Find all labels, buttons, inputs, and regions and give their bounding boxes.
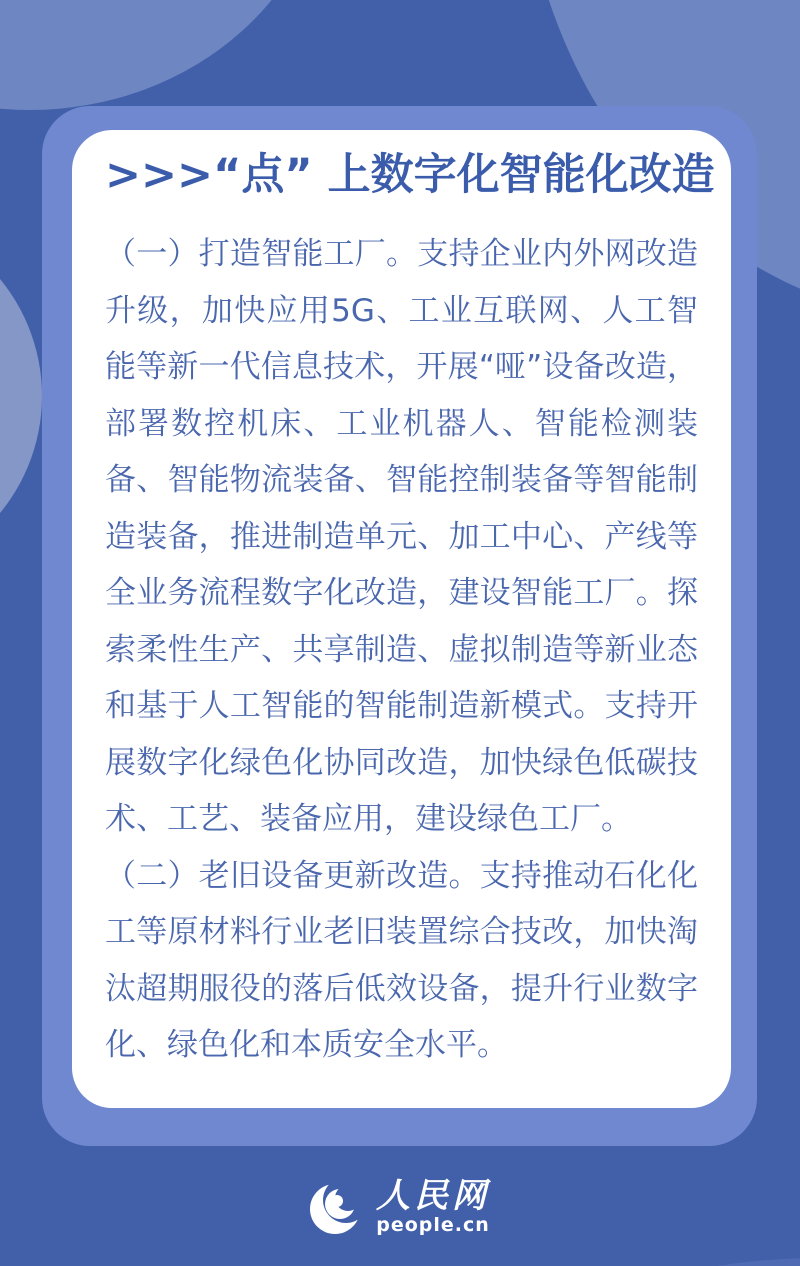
content-card — [72, 130, 731, 1108]
paragraph-old-equipment: （二）老旧设备更新改造。支持推动石化化工等原材料行业老旧装置综合技改，加快淘汰超期服役的落后低效设备，提升行业数字化、绿色化和本质安全水平。 — [105, 857, 698, 1063]
paragraph-smart-factory: （一）打造智能工厂。支持企业内外网改造升级，加快应用5G、工业互联网、人工智能等新一代信息技术，开展“哑”设备改造，部署数控机床、工业机器人、智能检测装备、智能物流装备、智能控制装备等智能制造装备，推进制造单元、加工中心、产线等全业务流程数字化改造，建设智能工厂。探索柔性生产、共享制造、虚拟制造等新业态和基于人工智能的智能制造新模式。支持开展数字化绿色化协同改造，加快绿色低碳技术、工艺、装备应用，建设绿色工厂。 — [105, 236, 698, 837]
logo-text-column — [376, 1176, 490, 1236]
background-blob-bottom — [400, 1258, 800, 1266]
card-frame — [42, 106, 757, 1146]
people-cn-crescent-icon — [310, 1177, 362, 1237]
footer-logo — [0, 1172, 800, 1242]
background-blob-top-left — [0, 0, 330, 110]
background-circle-left — [0, 212, 42, 580]
card-title: >>>“点” 上数字化智能化改造 — [105, 150, 715, 200]
logo-chinese-name: 人民网 — [376, 1176, 490, 1216]
logo-domain-name: people.cn — [376, 1214, 490, 1236]
